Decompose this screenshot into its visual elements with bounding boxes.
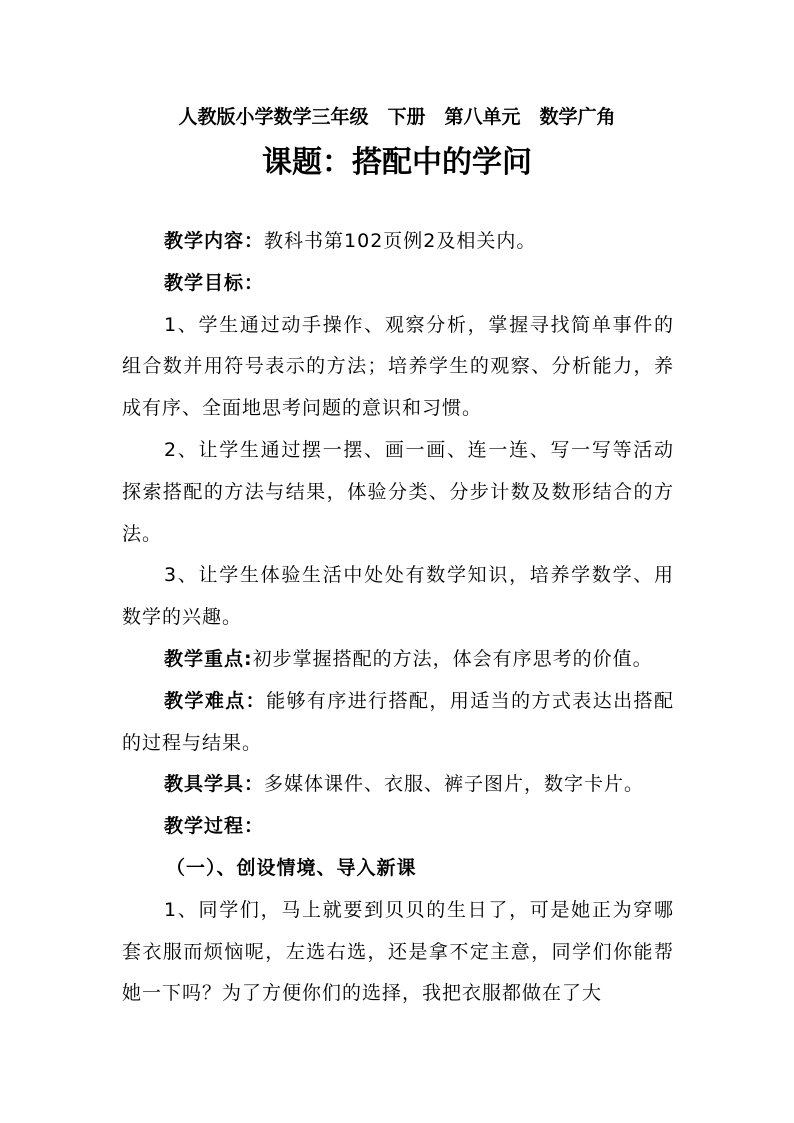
teaching-process-heading — [122, 806, 674, 848]
difficulty — [122, 681, 674, 765]
teaching-content — [122, 221, 674, 263]
teaching-content-label: 教学内容： — [164, 230, 265, 252]
key-point-text: 初步掌握搭配的方法，体会有序思考的价值。 — [252, 647, 653, 670]
teaching-tools-text: 多媒体课件、衣服、裤子图片，数字卡片。 — [264, 773, 645, 796]
document-title: 课题：搭配中的学问 — [262, 145, 532, 180]
teaching-objectives-heading — [122, 263, 674, 305]
objective-item: 3、让学生体验生活中处处有数学知识，培养学数学、用数学的兴趣。 — [122, 564, 674, 629]
key-point — [122, 639, 674, 681]
document-body — [122, 221, 674, 1015]
teaching-tools-label: 教具学具： — [164, 773, 265, 796]
teaching-tools — [122, 764, 674, 806]
difficulty-label: 教学难点： — [164, 689, 267, 712]
key-point-label: 教学重点: — [164, 647, 253, 670]
teaching-objectives-label: 教学目标： — [164, 271, 265, 294]
process-paragraph: 1、同学们，马上就要到贝贝的生日了，可是她正为穿哪套衣服而烦恼呢，左选右选，还是拿不定主意，同学们你能帮她一下吗？为了方便你们的选择，我把衣服都做在了大 — [122, 898, 674, 1005]
objective-item: 1、学生通过动手操作、观察分析，掌握寻找简单事件的组合数并用符号表示的方法；培养学生的观察、分析能力，养成有序、全面地思考问题的意识和习惯。 — [122, 313, 674, 420]
teaching-content-text: 教科书第102页例2及相关内。 — [264, 230, 537, 252]
section-heading: （一）、创设情境、导入新课 — [166, 856, 417, 879]
document-header: 人教版小学数学三年级 下册 第八单元 数学广角 — [178, 106, 616, 128]
teaching-process-label: 教学过程： — [164, 815, 265, 838]
difficulty-text: 能够有序进行搭配，用适当的方式表达出搭配的过程与结果。 — [122, 689, 674, 754]
objective-item: 2、让学生通过摆一摆、画一画、连一连、写一写等活动探索搭配的方法与结果，体验分类、分步计数及数形结合的方法。 — [122, 438, 674, 545]
